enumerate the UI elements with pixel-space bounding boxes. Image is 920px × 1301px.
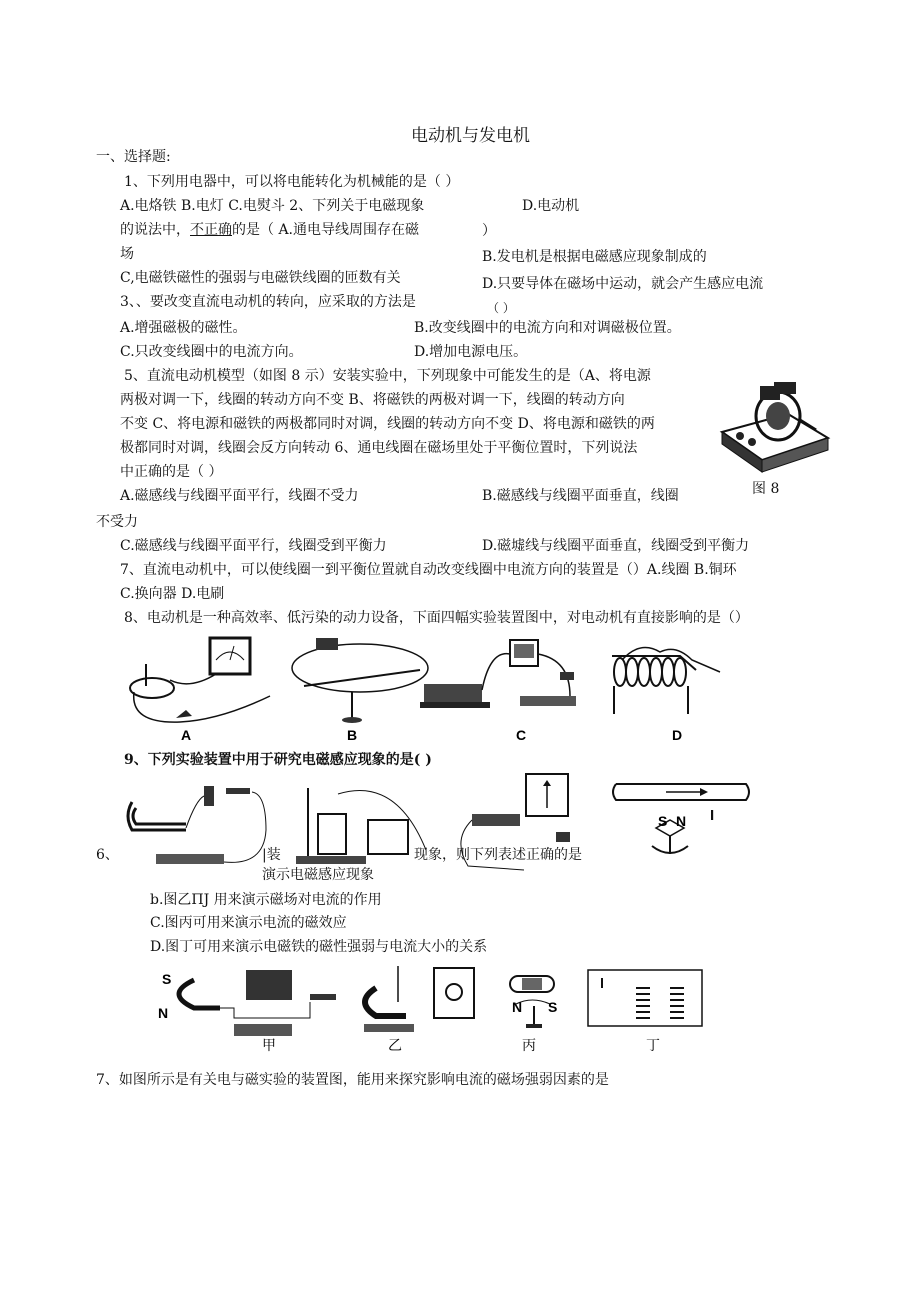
q6b-figures — [150, 962, 710, 1052]
label-yi: 乙 — [388, 1038, 402, 1054]
q6-option-a: A.磁感线与线圈平面平行，线圈不受力 — [120, 488, 359, 504]
q8-label-d: D — [672, 727, 683, 743]
page-title: 电动机与发电机 — [411, 126, 530, 146]
q8-stem: 8、电动机是一种高效率、低污染的动力设备，下面四幅实验装置图中，对电动机有直接影响的是（） — [124, 610, 749, 626]
q8-figures — [120, 630, 740, 750]
q7-line-1: 7、直流电动机中，可以使线圈一到平衡位置就自动改变线圈中电流方向的装置是（）A.线圈 B.铜环 — [120, 562, 737, 578]
svg-text:N: N — [512, 999, 523, 1015]
q1-stem: 1、下列用电器中，可以将电能转化为机械能的是（ ） — [124, 174, 460, 190]
q9-figure-4 — [613, 784, 749, 854]
q8-figure-a — [130, 638, 270, 722]
label-jia: 甲 — [262, 1038, 276, 1054]
q9-figure-1 — [128, 786, 266, 864]
q3-option-a: A.增强磁极的磁性。 — [120, 320, 247, 336]
label-ding: 丁 — [646, 1038, 660, 1054]
q6b-option-b: b.图乙ΠJ 用来演示磁场对电流的作用 — [150, 892, 382, 908]
q5-line-1: 5、直流电动机模型（如图 8 示）安装实验中，下列现象中可能发生的是（A、将电源 — [124, 368, 651, 384]
q5-line-5: 中正确的是（ ） — [120, 464, 223, 480]
q2-option-c: C,电磁铁磁性的强弱与电磁铁线圈的匝数有关 — [120, 270, 401, 286]
q3-paren: （ ） — [487, 301, 515, 315]
q3-option-c: C.只改变线圈中的电流方向。 — [120, 344, 303, 360]
q2-stem-underline: 不正确 — [190, 222, 232, 238]
q9-figures — [96, 770, 766, 883]
svg-text:S: S — [658, 813, 668, 829]
q9-figure-2 — [296, 788, 426, 864]
q7b-stem: 7、如图所示是有关电与磁实验的装置图，能用来探究影响电流的磁场强弱因素的是 — [96, 1072, 609, 1088]
q6b-fragment-1: |装 — [262, 847, 281, 863]
q2-stem-part1: 的说法中， — [120, 222, 190, 238]
q3-stem: 3、、要改变直流电动机的转向，应采取的方法是 — [120, 294, 416, 310]
q6b-fragment-2: 现象，则下列表述正确的是 — [414, 847, 582, 863]
q5-line-2: 两极对调一下，线圈的转动方向不变 B、将磁铁的两极对调一下，线圈的转动方向 — [120, 392, 625, 408]
q2-option-d: D.只要导体在磁场中运动，就会产生感应电流 — [482, 276, 764, 292]
q8-label-c: C — [516, 727, 527, 743]
section-heading: 一、选择题: — [96, 149, 171, 165]
q8-figure-b — [292, 638, 428, 723]
q6-option-b: B.磁感线与线圈平面垂直，线圈 — [482, 488, 679, 504]
q5-line-4: 极都同时对调，线圈会反方向转动 6、通电线圈在磁场里处于平衡位置时，下列说法 — [120, 440, 638, 456]
q6b-option-a: 演示电磁感应现象 — [262, 867, 374, 883]
q8-label-a: A — [181, 727, 192, 743]
q7-line-2: C.换向器 D.电刷 — [120, 586, 225, 602]
current-label: I — [710, 807, 715, 824]
q6b-option-c: C.图丙可用来演示电流的磁效应 — [150, 915, 347, 931]
q2-paren-close: ） — [482, 223, 496, 239]
label-bing: 丙 — [522, 1038, 536, 1054]
q8-label-b: B — [347, 727, 358, 743]
q3-option-b: B.改变线圈中的电流方向和对调磁极位置。 — [414, 320, 681, 336]
svg-text:N: N — [676, 813, 687, 829]
q6b-prefix: 6、 — [96, 847, 119, 863]
figure-bing — [510, 976, 557, 1028]
q1-options-line: A.电烙铁 B.电灯 C.电熨斗 2、下列关于电磁现象 — [120, 198, 425, 214]
q2-option-b: B.发电机是根据电磁感应现象制成的 — [482, 249, 707, 265]
q2-stem-part2: 的是（ A.通电导线周围存在磁 — [232, 222, 420, 238]
q6-option-b-cont: 不受力 — [96, 514, 138, 530]
q6-option-c: C.磁感线与线圈平面平行，线圈受到平衡力 — [120, 538, 387, 554]
q6b-option-d: D.图丁可用来演示电磁铁的磁性强弱与电流大小的关系 — [150, 939, 488, 955]
figure-jia — [158, 970, 336, 1036]
q8-figure-d — [612, 648, 720, 715]
motor-model-figure — [716, 380, 832, 492]
q1-option-d: D.电动机 — [522, 198, 580, 214]
figure-ding — [588, 970, 702, 1026]
q2-stem — [120, 223, 419, 237]
q5-line-3: 不变 C、将电源和磁铁的两极都同时对调，线圈的转动方向不变 D、将电源和磁铁的两 — [120, 416, 655, 432]
svg-text:S: S — [162, 971, 172, 987]
q9-stem: 9、下列实验装置中用于研究电磁感应现象的是( ) — [124, 752, 432, 768]
q2-option-a-cont: 场 — [120, 246, 134, 262]
figure-yi — [364, 966, 474, 1032]
svg-text:S: S — [548, 999, 558, 1015]
q3-option-d: D.增加电源电压。 — [414, 344, 528, 360]
q8-figure-c — [420, 640, 576, 708]
q6-option-d: D.磁墟线与线圈平面垂直，线圈受到平衡力 — [482, 538, 750, 554]
svg-text:N: N — [158, 1005, 169, 1021]
figure-8-label: 图 8 — [752, 481, 780, 497]
